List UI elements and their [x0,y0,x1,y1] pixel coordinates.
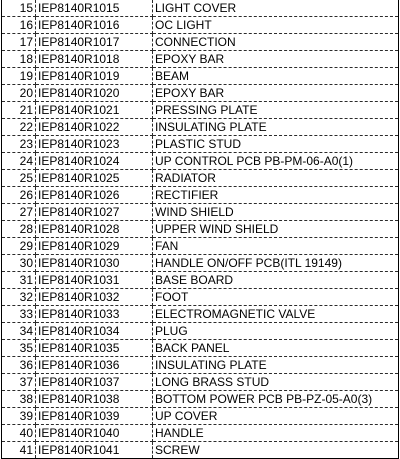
part-name-cell: UPPER WIND SHIELD [153,221,399,238]
part-name-cell: BASE BOARD [153,272,399,289]
part-code-cell: IEP8140R1038 [36,391,153,408]
table-row [2,289,399,306]
item-number-cell: 15 [2,0,36,17]
part-code-cell: IEP8140R1026 [36,187,153,204]
table-row [2,204,399,221]
part-name-cell: HANDLE ON/OFF PCB(ITL 19149) [153,255,399,272]
part-code-cell: IEP8140R1030 [36,255,153,272]
item-number-cell: 18 [2,51,36,68]
item-number-cell: 32 [2,289,36,306]
part-name-cell: WIND SHIELD [153,204,399,221]
part-code-cell: IEP8140R1037 [36,374,153,391]
item-number-cell: 20 [2,85,36,102]
part-name-cell: BOTTOM POWER PCB PB-PZ-05-A0(3) [153,391,399,408]
part-code-cell: IEP8140R1019 [36,68,153,85]
table-row [2,442,399,459]
part-code-cell: IEP8140R1025 [36,170,153,187]
part-code-cell: IEP8140R1029 [36,238,153,255]
item-number-cell: 30 [2,255,36,272]
part-name-cell: SCREW [153,442,399,459]
part-code-cell: IEP8140R1022 [36,119,153,136]
table-row [2,425,399,442]
part-code-cell: IEP8140R1023 [36,136,153,153]
part-code-cell: IEP8140R1040 [36,425,153,442]
item-number-cell: 28 [2,221,36,238]
part-name-cell: RADIATOR [153,170,399,187]
part-code-cell: IEP8140R1015 [36,0,153,17]
item-number-cell: 29 [2,238,36,255]
part-name-cell: BACK PANEL [153,340,399,357]
table-row [2,408,399,425]
part-code-cell: IEP8140R1028 [36,221,153,238]
part-name-cell: FAN [153,238,399,255]
part-code-cell: IEP8140R1021 [36,102,153,119]
part-code-cell: IEP8140R1031 [36,272,153,289]
part-code-cell: IEP8140R1018 [36,51,153,68]
table-row [2,119,399,136]
table-row [2,68,399,85]
part-name-cell: ELECTROMAGNETIC VALVE [153,306,399,323]
part-name-cell: OC LIGHT [153,17,399,34]
part-name-cell: FOOT [153,289,399,306]
table-row [2,136,399,153]
part-name-cell: HANDLE [153,425,399,442]
item-number-cell: 22 [2,119,36,136]
part-name-cell: EPOXY BAR [153,51,399,68]
table-row [2,17,399,34]
parts-table [1,0,399,459]
part-code-cell: IEP8140R1032 [36,289,153,306]
item-number-cell: 36 [2,357,36,374]
table-row [2,255,399,272]
item-number-cell: 26 [2,187,36,204]
table-row [2,238,399,255]
part-name-cell: UP COVER [153,408,399,425]
part-code-cell: IEP8140R1027 [36,204,153,221]
table-row [2,51,399,68]
table-row [2,221,399,238]
part-name-cell: INSULATING PLATE [153,119,399,136]
parts-table-body [2,0,399,459]
part-code-cell: IEP8140R1034 [36,323,153,340]
table-row [2,357,399,374]
item-number-cell: 31 [2,272,36,289]
part-name-cell: PRESSING PLATE [153,102,399,119]
part-name-cell: PLUG [153,323,399,340]
table-row [2,85,399,102]
part-name-cell: INSULATING PLATE [153,357,399,374]
table-row [2,170,399,187]
item-number-cell: 19 [2,68,36,85]
item-number-cell: 21 [2,102,36,119]
item-number-cell: 23 [2,136,36,153]
part-name-cell: LIGHT COVER [153,0,399,17]
table-row [2,0,399,17]
item-number-cell: 17 [2,34,36,51]
item-number-cell: 40 [2,425,36,442]
part-code-cell: IEP8140R1033 [36,306,153,323]
item-number-cell: 34 [2,323,36,340]
item-number-cell: 35 [2,340,36,357]
part-name-cell: UP CONTROL PCB PB-PM-06-A0(1) [153,153,399,170]
part-name-cell: PLASTIC STUD [153,136,399,153]
table-row [2,306,399,323]
item-number-cell: 37 [2,374,36,391]
table-row [2,34,399,51]
table-row [2,340,399,357]
part-name-cell: BEAM [153,68,399,85]
part-code-cell: IEP8140R1041 [36,442,153,459]
part-code-cell: IEP8140R1036 [36,357,153,374]
part-code-cell: IEP8140R1024 [36,153,153,170]
table-row [2,272,399,289]
part-name-cell: CONNECTION [153,34,399,51]
part-code-cell: IEP8140R1035 [36,340,153,357]
item-number-cell: 41 [2,442,36,459]
part-name-cell: LONG BRASS STUD [153,374,399,391]
table-row [2,374,399,391]
item-number-cell: 16 [2,17,36,34]
table-row [2,187,399,204]
part-code-cell: IEP8140R1020 [36,85,153,102]
item-number-cell: 27 [2,204,36,221]
part-name-cell: RECTIFIER [153,187,399,204]
table-row [2,391,399,408]
item-number-cell: 25 [2,170,36,187]
table-row [2,323,399,340]
item-number-cell: 24 [2,153,36,170]
table-row [2,153,399,170]
part-name-cell: EPOXY BAR [153,85,399,102]
table-row [2,102,399,119]
item-number-cell: 38 [2,391,36,408]
part-code-cell: IEP8140R1017 [36,34,153,51]
item-number-cell: 39 [2,408,36,425]
part-code-cell: IEP8140R1016 [36,17,153,34]
item-number-cell: 33 [2,306,36,323]
part-code-cell: IEP8140R1039 [36,408,153,425]
